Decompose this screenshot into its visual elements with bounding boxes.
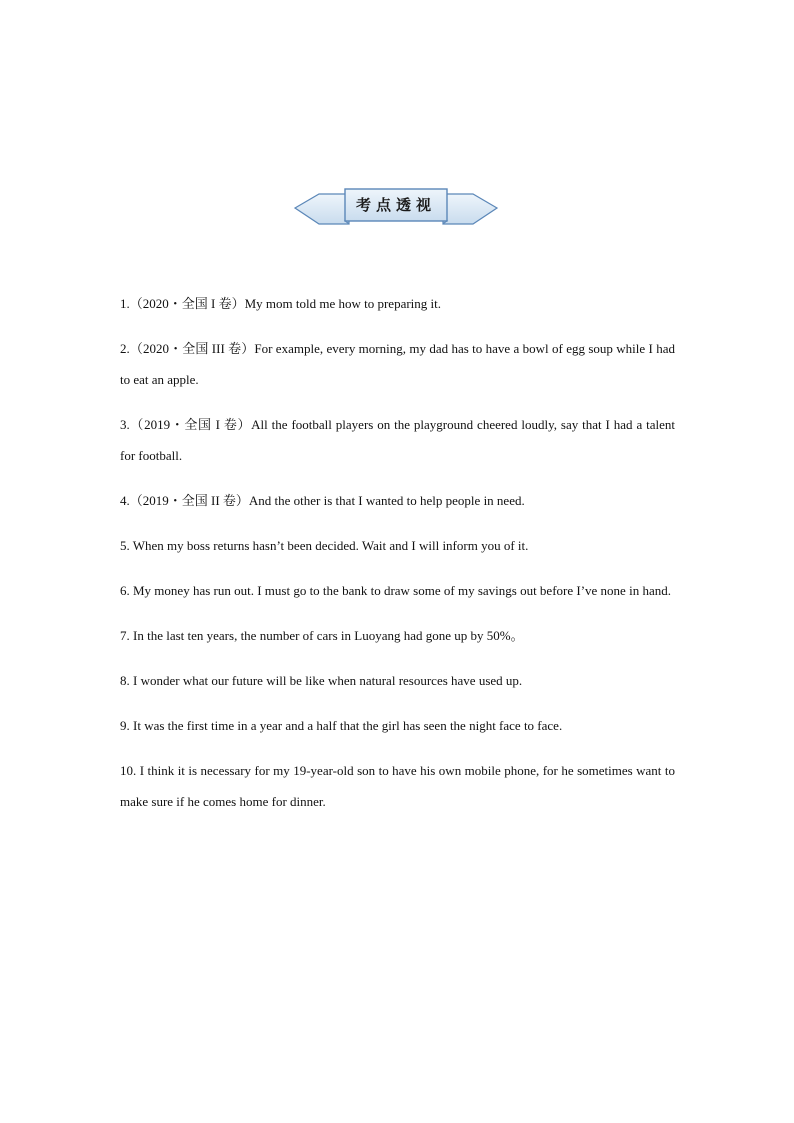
question-item: 8. I wonder what our future will be like when natural resources have used up. <box>120 673 523 688</box>
question-item: 1.（2020・全国 I 卷）My mom told me how to preparing it. <box>120 296 442 311</box>
question-item: 4.（2019・全国 II 卷）And the other is that I wanted to help people in need. <box>120 493 525 508</box>
question-item: 2.（2020・全国 III 卷）For example, every morning, my dad has to have a bowl of egg soup while I had to eat an apple. <box>120 341 675 387</box>
question-item: 9. It was the first time in a year and a half that the girl has seen the night face to face. <box>120 718 563 733</box>
section-banner <box>293 186 499 228</box>
question-item: 10. I think it is necessary for my 19-year-old son to have his own mobile phone, for he sometimes want to make sure if he comes home for dinner. <box>120 763 675 809</box>
question-item: 3.（2019・全国 I 卷）All the football players on the playground cheered loudly, say that I had a talent for football. <box>120 417 675 463</box>
question-item: 7. In the last ten years, the number of cars in Luoyang had gone up by 50%。 <box>120 628 524 643</box>
question-item: 5. When my boss returns hasn’t been decided. Wait and I will inform you of it. <box>120 538 529 553</box>
question-item: 6. My money has run out. I must go to the bank to draw some of my savings out before I’ve none in hand. <box>120 583 671 598</box>
banner-title: 考点透视 <box>355 196 436 214</box>
question-list <box>120 288 675 831</box>
